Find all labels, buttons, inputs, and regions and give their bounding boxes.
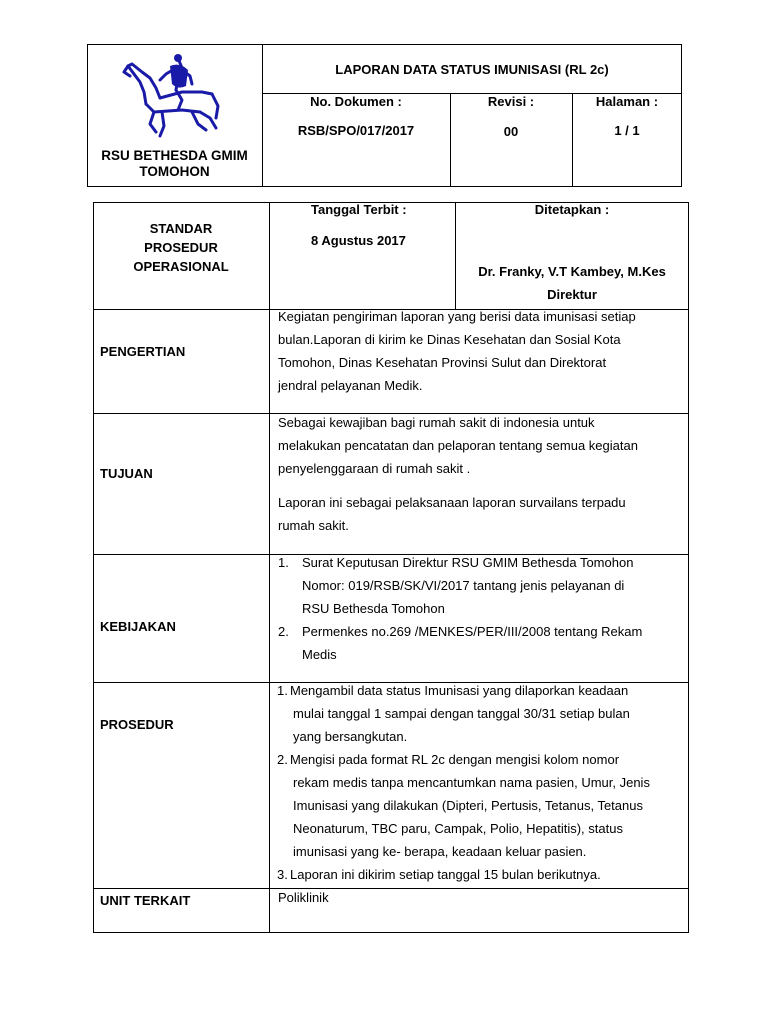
kebijakan-item bbox=[278, 620, 683, 666]
kebijakan-line: RSU Bethesda Tomohon bbox=[302, 601, 445, 616]
kebijakan-line: Nomor: 019/RSB/SK/VI/2017 tantang jenis pelayanan di bbox=[302, 578, 625, 593]
kebijakan-label: KEBIJAKAN bbox=[100, 619, 176, 634]
sop-label bbox=[93, 219, 269, 276]
prosedur-line: Mengisi pada format RL 2c dengan mengisi kolom nomor bbox=[290, 752, 620, 767]
prosedur-line: Laporan ini dikirim setiap tanggal 15 bulan berikutnya. bbox=[290, 867, 601, 882]
pengertian-line: Tomohon, Dinas Kesehatan Provinsi Sulut dan Direktorat bbox=[278, 355, 607, 370]
doc-no-label: No. Dokumen : bbox=[310, 94, 402, 109]
kebijakan-line: Surat Keputusan Direktur RSU GMIM Bethesda Tomohon bbox=[302, 555, 634, 570]
tujuan-line: rumah sakit. bbox=[278, 518, 349, 533]
tujuan-label: TUJUAN bbox=[100, 466, 153, 481]
sop-label-line2: PROSEDUR bbox=[144, 240, 218, 255]
prosedur-line: rekam medis tanpa mencantumkan nama pasien, Umur, Jenis bbox=[293, 775, 650, 790]
prosedur-line: imunisasi yang ke- berapa, keadaan keluar pasien. bbox=[293, 844, 587, 859]
tujuan-line: Laporan ini sebagai pelaksanaan laporan survailans terpadu bbox=[278, 495, 626, 510]
table-divider bbox=[269, 202, 270, 933]
prosedur-item-number: 2. bbox=[277, 752, 288, 767]
pengertian-line: jendral pelayanan Medik. bbox=[278, 378, 423, 393]
pengertian-line: Kegiatan pengiriman laporan yang berisi data imunisasi setiap bbox=[278, 309, 636, 324]
signatory-title: Direktur bbox=[547, 287, 597, 302]
prosedur-line: mulai tanggal 1 sampai dengan tanggal 30/31 setiap bulan bbox=[293, 706, 630, 721]
prosedur-item bbox=[277, 679, 685, 748]
pengertian-label: PENGERTIAN bbox=[100, 344, 186, 359]
unit-terkait-label: UNIT TERKAIT bbox=[100, 893, 191, 908]
tanggal-terbit-value: 8 Agustus 2017 bbox=[311, 233, 406, 248]
pengertian-text bbox=[278, 305, 683, 397]
revisi-value: 00 bbox=[503, 124, 519, 139]
kebijakan-item bbox=[278, 551, 683, 620]
row-divider bbox=[93, 888, 689, 889]
prosedur-item-number: 3. bbox=[277, 867, 288, 882]
tujuan-text bbox=[278, 411, 683, 537]
doc-no-value: RSB/SPO/017/2017 bbox=[297, 123, 415, 138]
hospital-name-line2: TOMOHON bbox=[139, 164, 210, 179]
hospital-logo bbox=[120, 52, 224, 138]
kebijakan-item-number: 2. bbox=[278, 624, 289, 639]
prosedur-list bbox=[277, 679, 685, 886]
prosedur-item bbox=[277, 748, 685, 863]
tujuan-line: melakukan pencatatan dan pelaporan tentang semua kegiatan bbox=[278, 438, 638, 453]
prosedur-label: PROSEDUR bbox=[100, 717, 174, 732]
tujuan-line: Sebagai kewajiban bagi rumah sakit di indonesia untuk bbox=[278, 415, 595, 430]
hospital-name bbox=[87, 148, 262, 180]
prosedur-line: yang bersangkutan. bbox=[293, 729, 408, 744]
hospital-name-line1: RSU BETHESDA GMIM bbox=[101, 148, 248, 163]
kebijakan-item-number: 1. bbox=[278, 555, 289, 570]
horse-rider-logo-icon bbox=[120, 52, 224, 138]
halaman-value: 1 / 1 bbox=[614, 123, 640, 138]
kebijakan-list bbox=[278, 551, 683, 666]
kebijakan-line: Medis bbox=[302, 647, 337, 662]
prosedur-item bbox=[277, 863, 685, 886]
document-title: LAPORAN DATA STATUS IMUNISASI (RL 2c) bbox=[335, 62, 609, 77]
ditetapkan-label: Ditetapkan : bbox=[534, 202, 610, 217]
prosedur-line: Mengambil data status Imunisasi yang dilaporkan keadaan bbox=[290, 683, 629, 698]
tujuan-line: penyelenggaraan di rumah sakit . bbox=[278, 461, 471, 476]
sop-label-line1: STANDAR bbox=[149, 221, 213, 236]
kebijakan-line: Permenkes no.269 /MENKES/PER/III/2008 tentang Rekam bbox=[302, 624, 643, 639]
prosedur-item-number: 1. bbox=[277, 683, 288, 698]
pengertian-line: bulan.Laporan di kirim ke Dinas Kesehatan dan Sosial Kota bbox=[278, 332, 621, 347]
tanggal-terbit-label: Tanggal Terbit : bbox=[311, 202, 407, 217]
unit-terkait-value: Poliklinik bbox=[278, 890, 329, 905]
prosedur-line: Neonaturum, TBC paru, Campak, Polio, Hepatitis), status bbox=[293, 821, 623, 836]
sop-label-line3: OPERASIONAL bbox=[133, 259, 229, 274]
prosedur-line: Imunisasi yang dilakukan (Dipteri, Pertusis, Tetanus, Tetanus bbox=[293, 798, 643, 813]
signatory-name: Dr. Franky, V.T Kambey, M.Kes bbox=[478, 264, 666, 279]
revisi-label: Revisi : bbox=[487, 94, 535, 109]
halaman-label: Halaman : bbox=[595, 94, 659, 109]
